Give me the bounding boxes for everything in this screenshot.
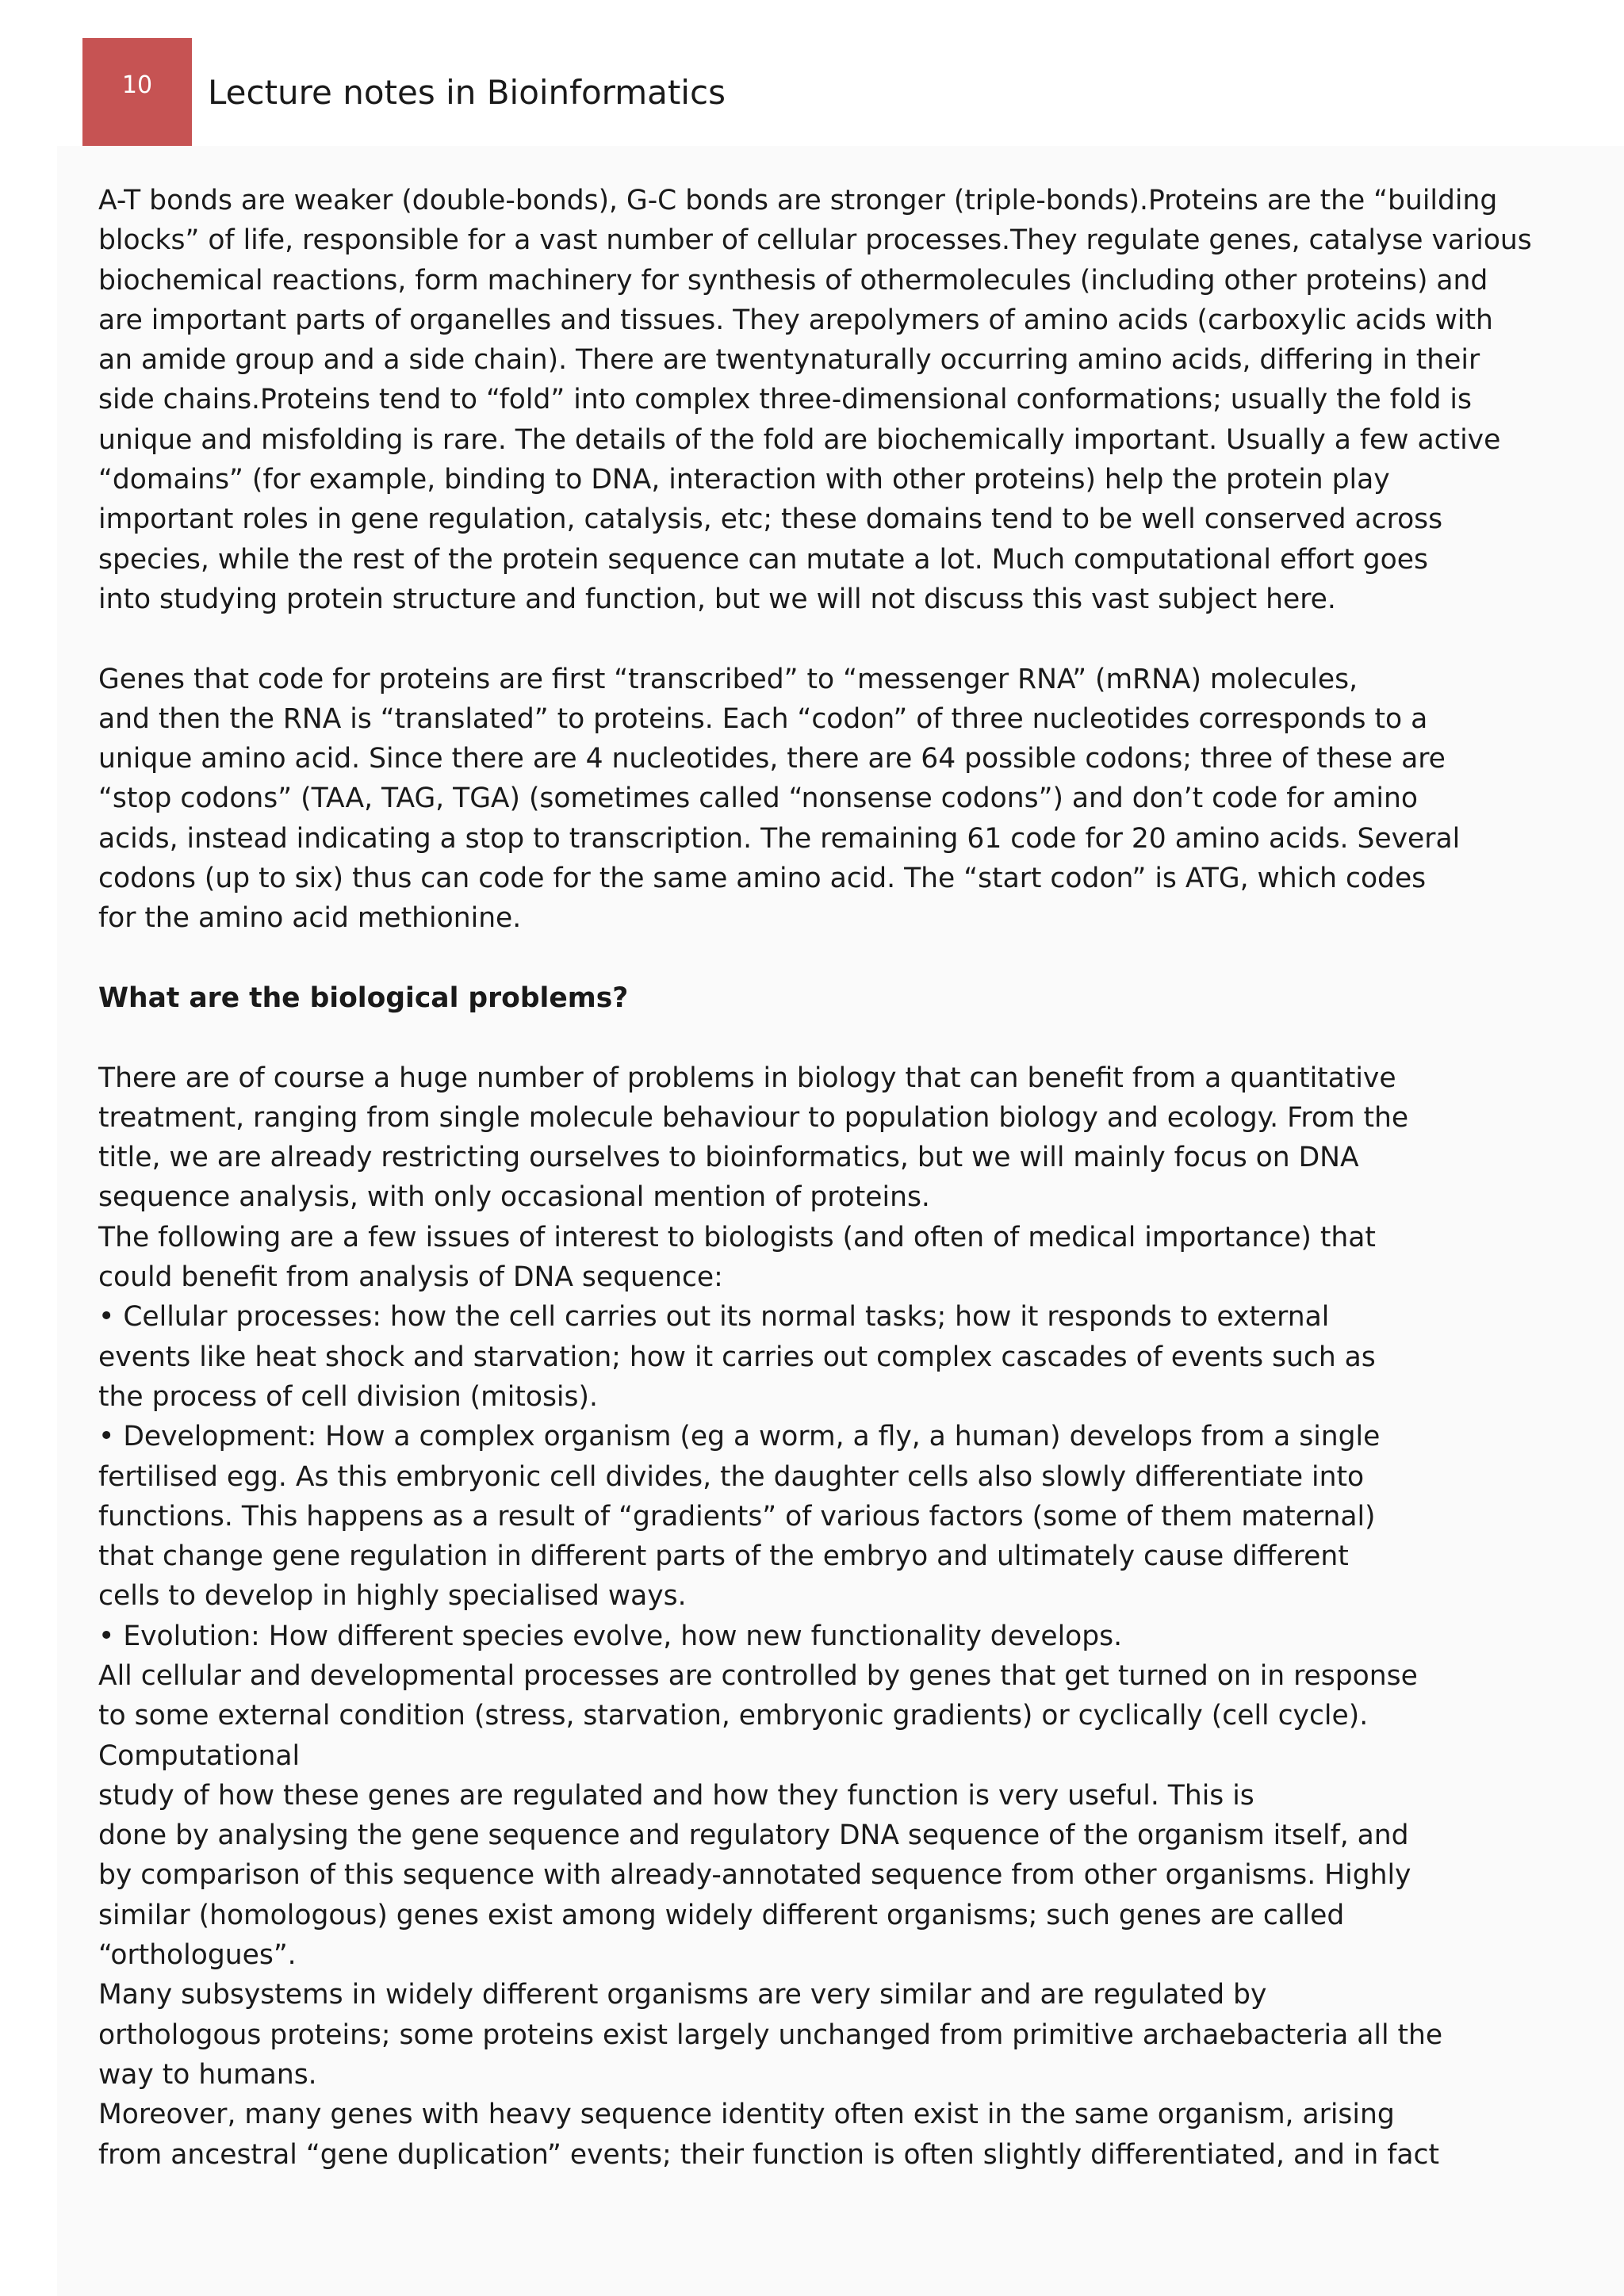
- text-line: acids, instead indicating a stop to transcription. The remaining 61 code for 20 amino acids. Several: [98, 822, 1461, 855]
- text-line: an amide group and a side chain). There are twentynaturally occurring amino acids, differing in their: [98, 344, 1480, 377]
- text-line: Genes that code for proteins are first “transcribed” to “messenger RNA” (mRNA) molecules,: [98, 663, 1358, 695]
- text-line: species, while the rest of the protein sequence can mutate a lot. Much computational effort goes: [98, 543, 1428, 576]
- text-line: fertilised egg. As this embryonic cell divides, the daughter cells also slowly differentiate into: [98, 1460, 1365, 1493]
- text-line: “orthologues”.: [98, 1939, 297, 1972]
- body-text: [98, 181, 1589, 2175]
- text-line: orthologous proteins; some proteins exist largely unchanged from primitive archaebacteria all the: [98, 2019, 1443, 2051]
- text-line: There are of course a huge number of problems in biology that can benefit from a quantitative: [98, 1062, 1396, 1094]
- text-line: All cellular and developmental processes are controlled by genes that get turned on in response: [98, 1659, 1418, 1692]
- text-line: that change gene regulation in different parts of the embryo and ultimately cause different: [98, 1540, 1349, 1573]
- running-title: Lecture notes in Bioinformatics: [208, 73, 726, 112]
- paragraph-proteins: [98, 181, 1589, 619]
- text-line: unique amino acid. Since there are 4 nucleotides, there are 64 possible codons; three of these are: [98, 743, 1446, 775]
- paragraph-codons: [98, 660, 1589, 939]
- text-line: side chains.Proteins tend to “fold” into complex three-dimensional conformations; usually the fold is: [98, 384, 1472, 416]
- page-number: 10: [121, 71, 153, 99]
- paragraph-biological-problems: [98, 1058, 1589, 2175]
- text-line: cells to develop in highly specialised ways.: [98, 1580, 687, 1613]
- text-line: codons (up to six) thus can code for the same amino acid. The “start codon” is ATG, which codes: [98, 863, 1427, 895]
- text-line: biochemical reactions, form machinery for synthesis of othermolecules (including other proteins) and: [98, 264, 1488, 297]
- text-line: Moreover, many genes with heavy sequence identity often exist in the same organism, arising: [98, 2099, 1395, 2131]
- text-line: blocks” of life, responsible for a vast number of cellular processes.They regulate genes, catalyse various: [98, 224, 1532, 257]
- paragraph-gap: [98, 619, 1589, 659]
- bullet-evolution: • Evolution: How different species evolve, how new functionality develops.: [98, 1620, 1123, 1652]
- page-number-box: [82, 38, 192, 146]
- text-line: from ancestral “gene duplication” events; their function is often slightly differentiated, and in fact: [98, 2138, 1440, 2171]
- text-line: sequence analysis, with only occasional mention of proteins.: [98, 1181, 930, 1214]
- text-line: unique and misfolding is rare. The details of the fold are biochemically important. Usually a few active: [98, 423, 1501, 456]
- text-line: study of how these genes are regulated and how they function is very useful. This is: [98, 1779, 1254, 1812]
- text-line: for the amino acid methionine.: [98, 902, 522, 935]
- bullet-development: • Development: How a complex organism (eg a worm, a fly, a human) develops from a single: [98, 1421, 1381, 1453]
- paragraph-gap: [98, 939, 1589, 978]
- text-line: into studying protein structure and function, but we will not discuss this vast subject here.: [98, 583, 1336, 615]
- text-line: could benefit from analysis of DNA sequence:: [98, 1261, 723, 1294]
- text-line: functions. This happens as a result of “gradients” of various factors (some of them maternal): [98, 1500, 1376, 1533]
- text-line: way to humans.: [98, 2058, 317, 2091]
- text-line: A-T bonds are weaker (double-bonds), G-C bonds are stronger (triple-bonds).Proteins are the “building: [98, 185, 1498, 216]
- text-line: important roles in gene regulation, catalysis, etc; these domains tend to be well conserved across: [98, 503, 1443, 536]
- text-line: similar (homologous) genes exist among widely different organisms; such genes are called: [98, 1899, 1345, 1931]
- text-line: “stop codons” (TAA, TAG, TGA) (sometimes called “nonsense codons”) and don’t code for amino: [98, 783, 1418, 815]
- text-line: by comparison of this sequence with already-annotated sequence from other organisms. Highly: [98, 1859, 1411, 1892]
- text-line: The following are a few issues of interest to biologists (and often of medical importance) that: [98, 1221, 1376, 1253]
- text-line: done by analysing the gene sequence and regulatory DNA sequence of the organism itself, and: [98, 1820, 1409, 1852]
- text-line: treatment, ranging from single molecule behaviour to population biology and ecology. From the: [98, 1101, 1409, 1134]
- bullet-cellular-processes: • Cellular processes: how the cell carries out its normal tasks; how it responds to external: [98, 1301, 1330, 1334]
- section-heading: What are the biological problems?: [98, 982, 629, 1014]
- paragraph-gap: [98, 1018, 1589, 1058]
- text-line: are important parts of organelles and tissues. They arepolymers of amino acids (carboxylic acids with: [98, 304, 1493, 336]
- text-line: the process of cell division (mitosis).: [98, 1380, 598, 1413]
- text-line: and then the RNA is “translated” to proteins. Each “codon” of three nucleotides corresponds to a: [98, 702, 1428, 735]
- text-line: “domains” (for example, binding to DNA, interaction with other proteins) help the protein play: [98, 464, 1390, 496]
- text-line: Many subsystems in widely different organisms are very similar and are regulated by: [98, 1979, 1267, 2011]
- text-line: to some external condition (stress, starvation, embryonic gradients) or cyclically (cell cycle).: [98, 1700, 1369, 1732]
- text-line: Computational: [98, 1739, 301, 1772]
- text-line: title, we are already restricting ourselves to bioinformatics, but we will mainly focus on DNA: [98, 1142, 1359, 1174]
- text-line: events like heat shock and starvation; how it carries out complex cascades of events such as: [98, 1341, 1376, 1373]
